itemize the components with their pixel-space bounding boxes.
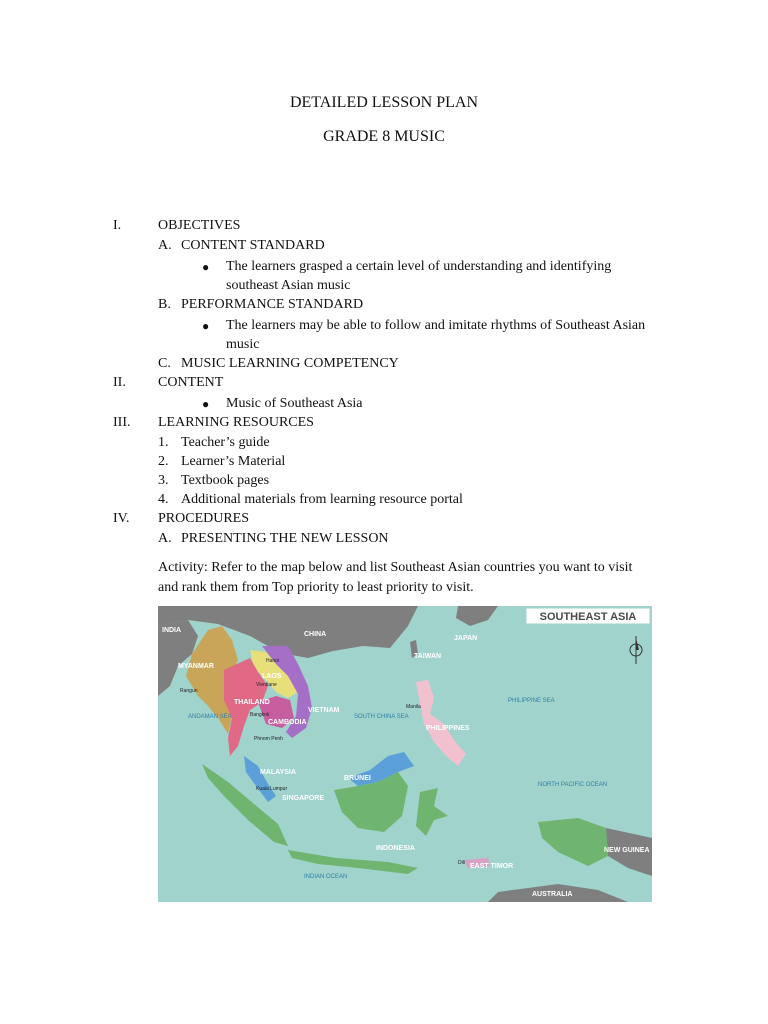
resource-number: 4. xyxy=(158,492,169,507)
bullet-icon: ● xyxy=(202,319,210,333)
label-east-timor: EAST TIMOR xyxy=(470,863,514,870)
resource-item: Textbook pages xyxy=(181,473,270,488)
label-laos: LAOS xyxy=(262,673,282,680)
section-numeral-procedures: IV. xyxy=(113,511,130,526)
label-australia: AUSTRALIA xyxy=(532,891,573,898)
letter-presenting: A. xyxy=(158,531,172,546)
label-india: INDIA xyxy=(162,627,182,634)
label-philippines: PHILIPPINES xyxy=(426,725,470,732)
label-thailand: THAILAND xyxy=(234,699,270,706)
label-japan: JAPAN xyxy=(454,635,478,642)
document-title: DETAILED LESSON PLAN xyxy=(289,94,479,111)
section-numeral-resources: III. xyxy=(113,415,131,430)
city-bangkok: Bangkok xyxy=(250,712,270,718)
label-presenting: PRESENTING THE NEW LESSON xyxy=(181,531,389,546)
resource-number: 1. xyxy=(158,435,169,450)
label-vietnam: VIETNAM xyxy=(308,707,340,714)
bullet-icon: ● xyxy=(202,260,210,274)
label-north-pacific-ocean: NORTH PACIFIC OCEAN xyxy=(538,782,608,788)
label-singapore: SINGAPORE xyxy=(282,795,325,802)
resource-item: Additional materials from learning resource portal xyxy=(181,492,463,507)
city-vientiane: Vientiane xyxy=(256,682,277,688)
content-text: Music of Southeast Asia xyxy=(226,396,363,411)
city-dili: Dili xyxy=(458,860,465,866)
label-content-standard: CONTENT STANDARD xyxy=(181,238,325,253)
label-indonesia: INDONESIA xyxy=(376,845,415,852)
city-phnom-penh: Phnom Penh xyxy=(254,736,283,742)
section-heading-content: CONTENT xyxy=(158,375,224,390)
letter-competency: C. xyxy=(158,356,171,371)
label-cambodia: CAMBODIA xyxy=(268,719,307,726)
performance-standard-text-line2: music xyxy=(226,337,260,352)
letter-content-standard: A. xyxy=(158,238,172,253)
section-numeral-content: II. xyxy=(113,375,126,390)
label-indian-ocean: INDIAN OCEAN xyxy=(304,874,348,880)
label-competency: MUSIC LEARNING COMPETENCY xyxy=(181,356,399,371)
bullet-icon: ● xyxy=(202,397,210,411)
label-myanmar: MYANMAR xyxy=(178,663,214,670)
city-manila: Manila xyxy=(406,704,421,710)
label-performance-standard: PERFORMANCE STANDARD xyxy=(181,297,364,312)
city-hanoi: Hanoi xyxy=(266,658,280,664)
section-heading-procedures: PROCEDURES xyxy=(158,511,250,526)
resource-number: 3. xyxy=(158,473,169,488)
label-andaman-sea: ANDAMAN SEA xyxy=(188,714,232,720)
section-heading-objectives: OBJECTIVES xyxy=(158,218,241,233)
label-new-guinea: NEW GUINEA xyxy=(604,847,650,854)
label-malaysia: MALAYSIA xyxy=(260,769,296,776)
label-south-china-sea: SOUTH CHINA SEA xyxy=(354,714,409,720)
activity-text-line2: and rank them from Top priority to least priority to visit. xyxy=(158,580,474,595)
resource-number: 2. xyxy=(158,454,169,469)
activity-text-line1: Activity: Refer to the map below and list Southeast Asian countries you want to visit xyxy=(158,560,633,575)
label-philippine-sea: PHILIPPINE SEA xyxy=(508,698,555,704)
content-standard-text-line1: The learners grasped a certain level of understanding and identifying xyxy=(226,259,612,274)
map-title: SOUTHEAST ASIA xyxy=(539,611,637,623)
section-numeral-objectives: I. xyxy=(113,218,122,233)
document-subtitle: GRADE 8 MUSIC xyxy=(323,128,445,145)
label-brunei: BRUNEI xyxy=(344,775,371,782)
southeast-asia-map xyxy=(158,606,652,902)
letter-performance-standard: B. xyxy=(158,297,171,312)
city-rangun: Rangun xyxy=(180,688,198,694)
city-kuala-lumpur: Kuala Lumpur xyxy=(256,786,288,792)
content-standard-text-line2: southeast Asian music xyxy=(226,278,351,293)
label-taiwan: TAIWAN xyxy=(414,653,442,660)
section-heading-resources: LEARNING RESOURCES xyxy=(158,415,314,430)
label-china: CHINA xyxy=(304,631,327,638)
resource-item: Teacher’s guide xyxy=(181,435,270,450)
performance-standard-text-line1: The learners may be able to follow and imitate rhythms of Southeast Asian xyxy=(226,318,646,333)
resource-item: Learner’s Material xyxy=(181,454,286,469)
